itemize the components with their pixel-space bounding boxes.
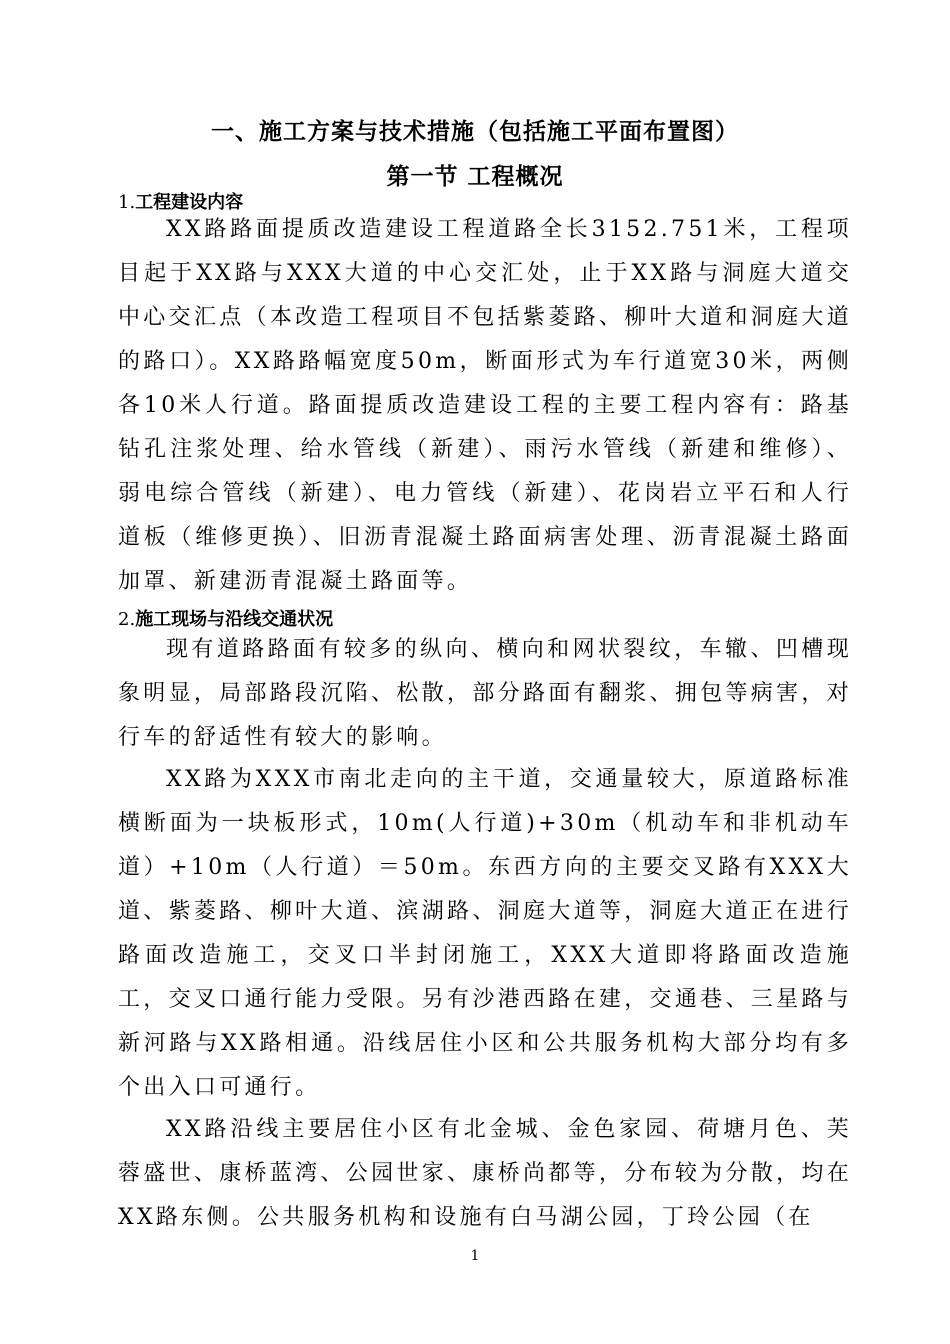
page-number: 1 — [470, 1248, 480, 1264]
document-title: 一、施工方案与技术措施（包括施工平面布置图） — [211, 118, 739, 145]
section-title: 第一节 工程概况 — [386, 163, 564, 190]
subsection-number: 2. — [118, 609, 136, 630]
paragraph: 现有道路路面有较多的纵向、横向和网状裂纹，车辙、凹槽现象明显，局部路段沉陷、松散，部分路面有翻浆、拥包等病害，对行车的舒适性有较大的影响。 — [118, 637, 852, 750]
subsection-number: 1. — [118, 192, 136, 213]
subsection-heading-text: 工程建设内容 — [135, 192, 244, 213]
paragraph: XX路为XXX市南北走向的主干道，交通量较大，原道路标准横断面为一块板形式，10m(人行道)+30m（机动车和非机动车道）+10m（人行道）＝50m。东西方向的主要交叉路有XXX大道、紫菱路、柳叶大道、滨湖路、洞庭大道等，洞庭大道正在进行路面改造施工，交叉口半封闭施工，XXX大道即将路面改造施工，交叉口通行能力受限。另有沙港西路在建，交通巷、三星路与新河路与XX路相通。沿线居住小区和公共服务机构大部分均有多个出入口可通行。 — [118, 767, 852, 1100]
subsection-heading-text: 施工现场与沿线交通状况 — [135, 609, 334, 630]
paragraph: XX路沿线主要居住小区有北金城、金色家园、荷塘月色、芙蓉盛世、康桥蓝湾、公园世家、康桥尚都等，分布较为分散，均在XX路东侧。公共服务机构和设施有白马湖公园，丁玲公园（在 — [118, 1117, 852, 1230]
paragraph: XX路路面提质改造建设工程道路全长3152.751米，工程项目起于XX路与XXX大道的中心交汇处，止于XX路与洞庭大道交中心交汇点（本改造工程项目不包括紫菱路、柳叶大道和洞庭大道的路口）。XX路路幅宽度50m，断面形式为车行道宽30米，两侧各10米人行道。路面提质改造建设工程的主要工程内容有：路基钻孔注浆处理、给水管线（新建）、雨污水管线（新建和维修）、弱电综合管线（新建）、电力管线（新建）、花岗岩立平石和人行道板（维修更换）、旧沥青混凝土路面病害处理、沥青混凝土路面加罩、新建沥青混凝土路面等。 — [118, 217, 852, 594]
